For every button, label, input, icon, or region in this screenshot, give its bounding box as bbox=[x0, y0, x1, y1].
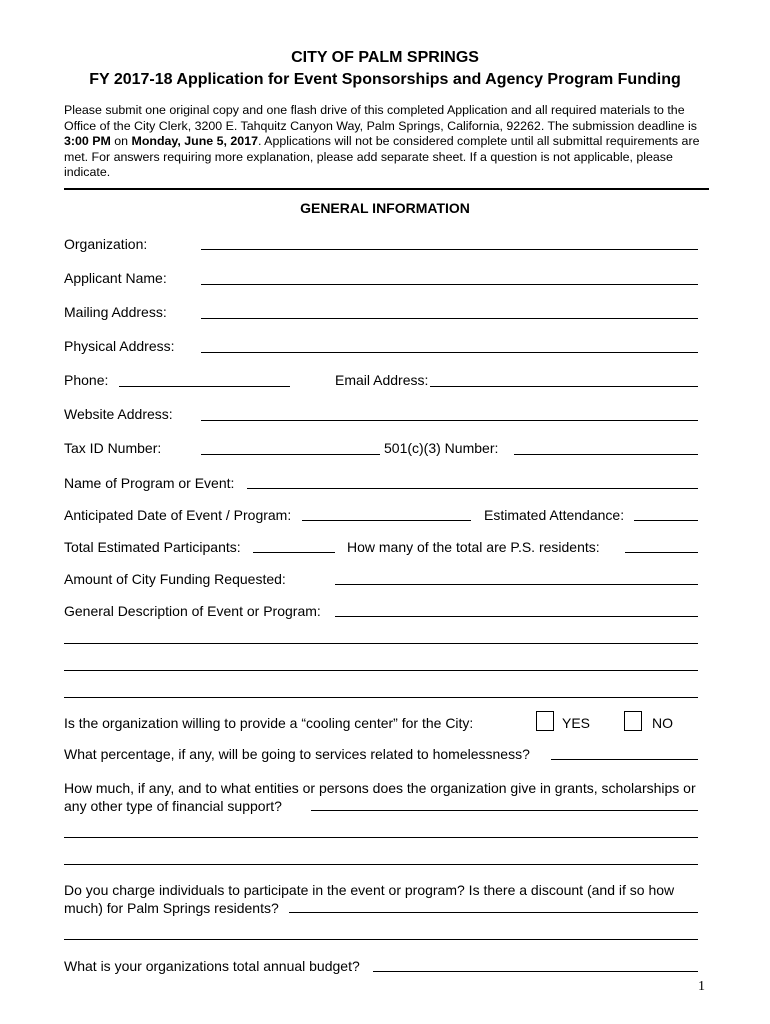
grants-question: How much, if any, and to what entities or persons does the organization give in grants, scholarships or any other type of financial support? bbox=[64, 780, 696, 814]
physical-address-field[interactable] bbox=[201, 352, 698, 353]
website-field[interactable] bbox=[201, 420, 698, 421]
applicant-name-field[interactable] bbox=[201, 284, 698, 285]
deadline-time: 3:00 PM bbox=[64, 134, 111, 149]
charge-field[interactable] bbox=[289, 912, 698, 913]
budget-field[interactable] bbox=[373, 971, 698, 972]
email-field[interactable] bbox=[430, 386, 698, 387]
cooling-center-no-checkbox[interactable] bbox=[624, 711, 642, 731]
funding-requested-field[interactable] bbox=[335, 584, 698, 585]
total-participants-field[interactable] bbox=[253, 552, 335, 553]
grants-field[interactable] bbox=[311, 810, 698, 811]
instructions-on: on bbox=[110, 134, 132, 149]
program-name-label: Name of Program or Event: bbox=[64, 475, 235, 491]
budget-question: What is your organizations total annual budget? bbox=[64, 958, 360, 974]
yes-label: YES bbox=[562, 715, 591, 731]
cooling-center-question: Is the organization willing to provide a “cooling center” for the City: bbox=[64, 715, 474, 731]
email-label: Email Address: bbox=[335, 372, 429, 388]
ps-residents-field[interactable] bbox=[625, 552, 698, 553]
no-label: NO bbox=[652, 715, 673, 731]
organization-field[interactable] bbox=[201, 249, 698, 250]
general-description-line-4[interactable] bbox=[64, 697, 698, 698]
anticipated-date-label: Anticipated Date of Event / Program: bbox=[64, 507, 292, 523]
nonprofit-number-field[interactable] bbox=[514, 454, 698, 455]
physical-address-label: Physical Address: bbox=[64, 338, 175, 354]
general-description-label: General Description of Event or Program: bbox=[64, 603, 321, 619]
grants-line-2[interactable] bbox=[64, 837, 698, 838]
homelessness-field[interactable] bbox=[551, 759, 698, 760]
program-name-field[interactable] bbox=[247, 488, 698, 489]
instructions-text-1: Please submit one original copy and one flash drive of this completed Application and all required materials to the Office of the City Clerk, 3200 E. Tahquitz Canyon Way, Palm Springs, California, 92262. The submission deadline is bbox=[64, 103, 697, 133]
general-description-field[interactable] bbox=[335, 616, 698, 617]
phone-field[interactable] bbox=[119, 386, 290, 387]
anticipated-date-field[interactable] bbox=[302, 520, 471, 521]
tax-id-label: Tax ID Number: bbox=[64, 440, 162, 456]
estimated-attendance-field[interactable] bbox=[634, 520, 698, 521]
section-divider bbox=[64, 188, 709, 190]
mailing-address-label: Mailing Address: bbox=[64, 304, 167, 320]
funding-requested-label: Amount of City Funding Requested: bbox=[64, 571, 286, 587]
general-description-line-3[interactable] bbox=[64, 670, 698, 671]
ps-residents-label: How many of the total are P.S. residents: bbox=[347, 539, 600, 555]
charge-line-2[interactable] bbox=[64, 939, 698, 940]
section-title: GENERAL INFORMATION bbox=[300, 200, 470, 216]
grants-line-3[interactable] bbox=[64, 864, 698, 865]
applicant-name-label: Applicant Name: bbox=[64, 270, 167, 286]
total-participants-label: Total Estimated Participants: bbox=[64, 539, 241, 555]
charge-question: Do you charge individuals to participate in the event or program? Is there a discount (and if so how much) for Palm Springs residents? bbox=[64, 882, 675, 916]
website-label: Website Address: bbox=[64, 406, 173, 422]
instructions-paragraph bbox=[64, 103, 710, 181]
mailing-address-field[interactable] bbox=[201, 318, 698, 319]
general-description-line-2[interactable] bbox=[64, 643, 698, 644]
instructions-text-2: . Applications will not be considered complete until all submittal requirements are met. For answers requiring more explanation, please add separate sheet. If a question is not applicable, please indicate. bbox=[64, 134, 700, 180]
city-title: CITY OF PALM SPRINGS bbox=[291, 49, 479, 66]
nonprofit-number-label: 501(c)(3) Number: bbox=[384, 440, 499, 456]
homelessness-question: What percentage, if any, will be going to services related to homelessness? bbox=[64, 746, 530, 762]
estimated-attendance-label: Estimated Attendance: bbox=[484, 507, 625, 523]
form-title: FY 2017-18 Application for Event Sponsorships and Agency Program Funding bbox=[89, 71, 681, 88]
organization-label: Organization: bbox=[64, 236, 148, 252]
tax-id-field[interactable] bbox=[201, 454, 380, 455]
phone-label: Phone: bbox=[64, 372, 109, 388]
cooling-center-yes-checkbox[interactable] bbox=[536, 711, 554, 731]
page-number: 1 bbox=[698, 979, 705, 994]
deadline-date: Monday, June 5, 2017 bbox=[131, 134, 258, 149]
